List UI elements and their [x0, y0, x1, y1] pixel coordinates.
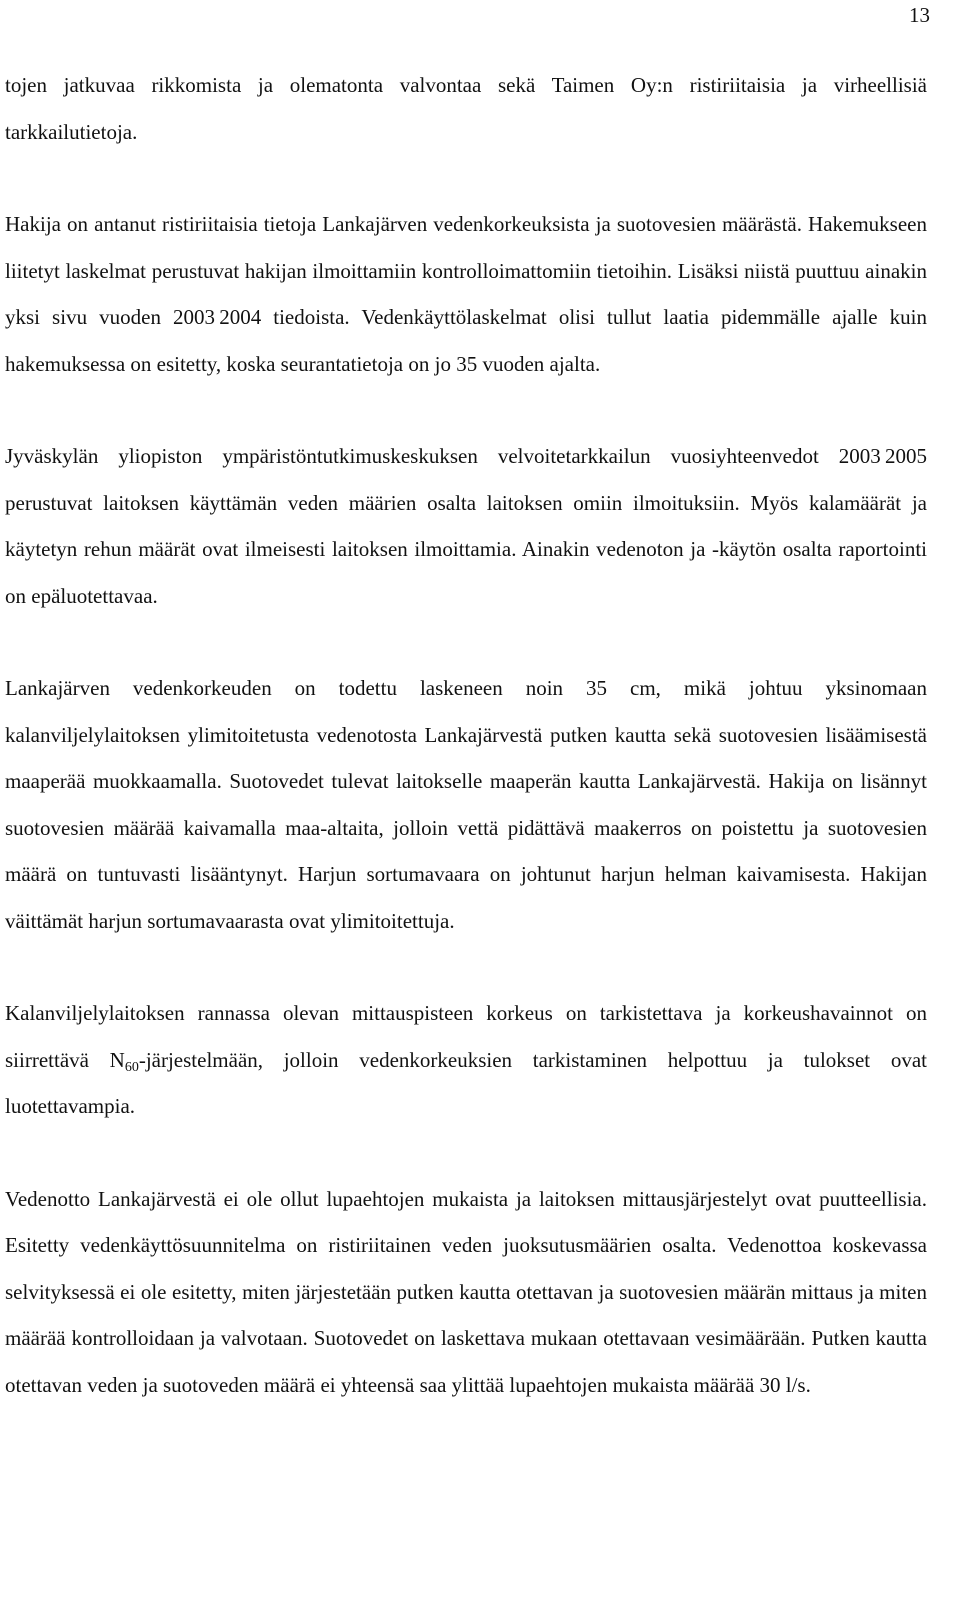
paragraph-water-intake: Vedenotto Lankajärvestä ei ole ollut lupaehtojen mukaista ja laitoksen mittausjärjestelyt ovat puutteellisia. Esitetty vedenkäyttösuunnitelma on ristiriitainen veden juoksutusmäärien osalta. Vedenottoa koskevassa selvityksessä ei ole esitetty, miten järjestetään putken kautta otettavan ja suotovesien määrän mittaus ja miten määrää kontrolloidaan ja valvotaan. Suotovedet on laskettava mukaan otettavaan vesimäärään. Putken kautta otettavan veden ja suotoveden määrä ei yhteensä saa ylittää lupaehtojen mukaista määrää 30 l/s.	[5, 1186, 927, 1397]
paragraph-continuation: tojen jatkuvaa rikkomista ja olematonta valvontaa sekä Taimen Oy:n ristiriitaisia ja virheellisiä tarkkailutietoja.	[5, 73, 927, 144]
paragraph-measurement-point-before: Kalanviljelylaitoksen rannassa olevan mittauspisteen korkeus on tarkistettava ja korkeushavainnot on siirrettävä N	[5, 1001, 927, 1072]
paragraph-conflicting-data: Hakija on antanut ristiriitaisia tietoja Lankajärven vedenkorkeuksista ja suotovesien määrästä. Hakemukseen liitetyt laskelmat perustuvat hakijan ilmoittamiin kontrolloimattomiin tietoihin. Lisäksi niistä puuttuu ainakin yksi sivu vuoden 2003 2004 tiedoista. Vedenkäyttölaskelmat olisi tullut laatia pidemmälle ajalle kuin hakemuksessa on esitetty, koska seurantatietoja on jo 35 vuoden ajalta.	[5, 212, 927, 376]
n60-subscript: 60	[124, 1059, 139, 1075]
page-number: 13	[909, 3, 930, 27]
paragraph-measurement-point	[5, 990, 927, 1130]
paragraph-university-monitoring: Jyväskylän yliopiston ympäristöntutkimuskeskuksen velvoitetarkkailun vuosiyhteenvedot 2003 2005 perustuvat laitoksen käyttämän veden määrien osalta laitoksen omiin ilmoituksiin. Myös kalamäärät ja käytetyn rehun määrät ovat ilmeisesti laitoksen ilmoittamia. Ainakin vedenoton ja -käytön osalta raportointi on epäluotettavaa.	[5, 444, 927, 608]
paragraph-measurement-point-after: -järjestelmään, jolloin vedenkorkeuksien tarkistaminen helpottuu ja tulokset ovat luotettavampia.	[5, 1047, 927, 1118]
paragraph-water-level-drop: Lankajärven vedenkorkeuden on todettu laskeneen noin 35 cm, mikä johtuu yksinomaan kalanviljelylaitoksen ylimitoitetusta vedenotosta Lankajärvestä putken kautta sekä suotovesien lisäämisestä maaperää muokkaamalla. Suotovedet tulevat laitokselle maaperän kautta Lankajärvestä. Hakija on lisännyt suotovesien määrää kaivamalla maa-altaita, jolloin vettä pidättävä maakerros on poistettu ja suotovesien määrä on tuntuvasti lisääntynyt. Harjun sortumavaara on johtunut harjun helman kaivamisesta. Hakijan väittämät harjun sortumavaarasta ovat ylimitoitettuja.	[5, 676, 927, 933]
document-body	[5, 62, 927, 1408]
